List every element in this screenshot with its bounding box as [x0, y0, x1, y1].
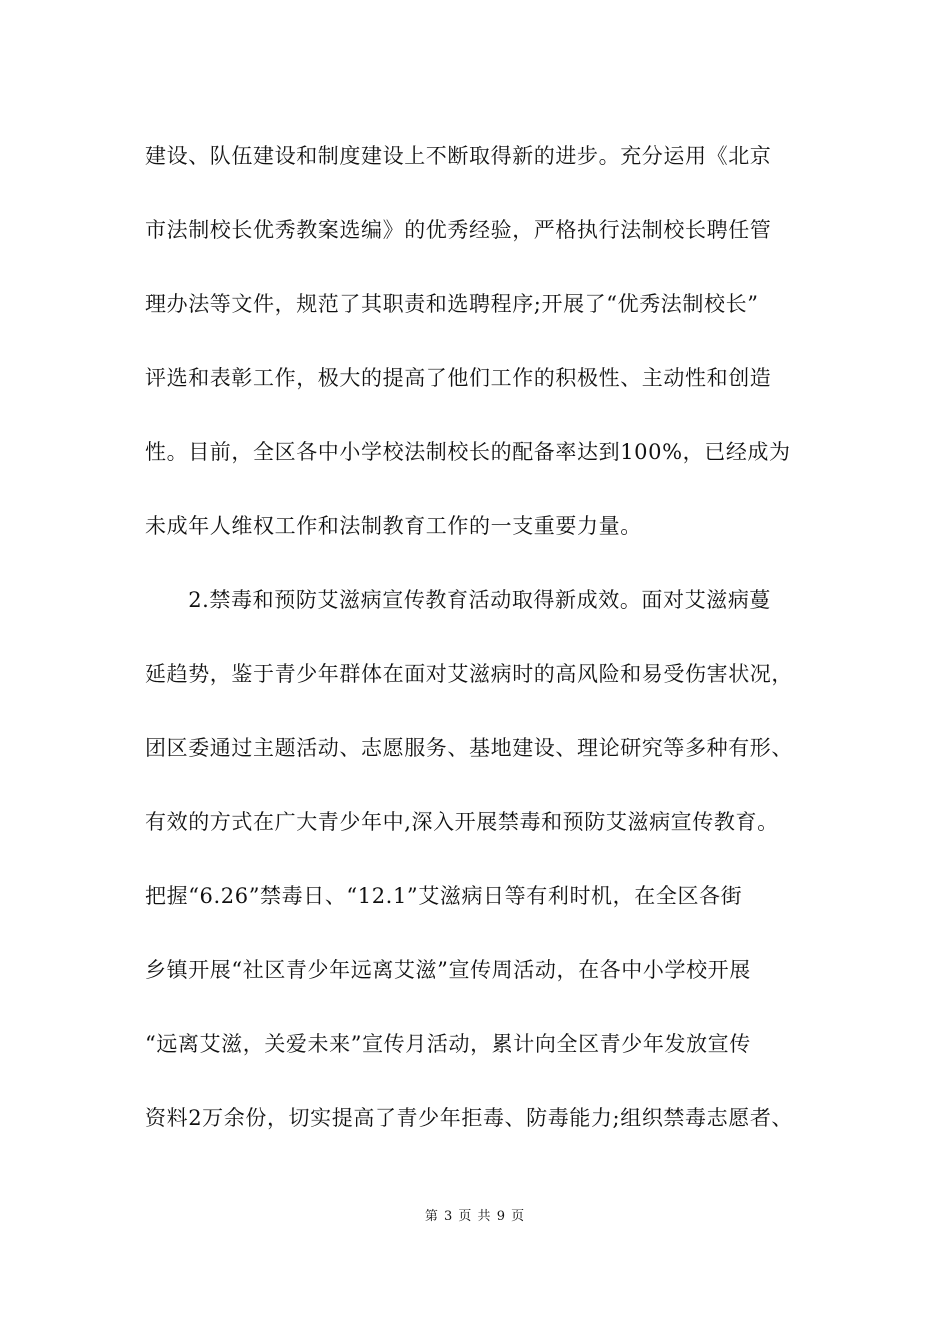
body-text-line: 团区委通过主题活动、志愿服务、基地建设、理论研究等多种有形、 [145, 736, 793, 760]
body-text-line: 把握“6.26”禁毒日、“12.1”艾滋病日等有利时机，在全区各街 [145, 884, 743, 908]
body-text-line: 延趋势，鉴于青少年群体在面对艾滋病时的高风险和易受伤害状况， [145, 662, 793, 686]
body-text-line: 市法制校长优秀教案选编》的优秀经验，严格执行法制校长聘任管 [145, 218, 772, 242]
body-text-line: 未成年人维权工作和法制教育工作的一支重要力量。 [145, 514, 642, 538]
body-text-line: 资料2万余份，切实提高了青少年拒毒、防毒能力;组织禁毒志愿者、 [145, 1106, 794, 1130]
body-text-line: “远离艾滋，关爱未来”宣传月活动，累计向全区青少年发放宣传 [145, 1032, 751, 1056]
page-number-footer: 第 3 页 共 9 页 [424, 1209, 526, 1224]
body-text-line: 理办法等文件，规范了其职责和选聘程序;开展了“优秀法制校长” [145, 292, 759, 316]
body-text-line: 2.禁毒和预防艾滋病宣传教育活动取得新成效。面对艾滋病蔓 [145, 588, 772, 612]
body-text-line: 有效的方式在广大青少年中,深入开展禁毒和预防艾滋病宣传教育。 [145, 810, 779, 834]
body-text-line: 乡镇开展“社区青少年远离艾滋”宣传周活动，在各中小学校开展 [145, 958, 751, 982]
body-text-line: 评选和表彰工作，极大的提高了他们工作的积极性、主动性和创造 [145, 366, 772, 390]
body-text-line: 建设、队伍建设和制度建设上不断取得新的进步。充分运用《北京 [145, 144, 772, 168]
body-text-line: 性。目前，全区各中小学校法制校长的配备率达到100%，已经成为 [145, 440, 791, 464]
